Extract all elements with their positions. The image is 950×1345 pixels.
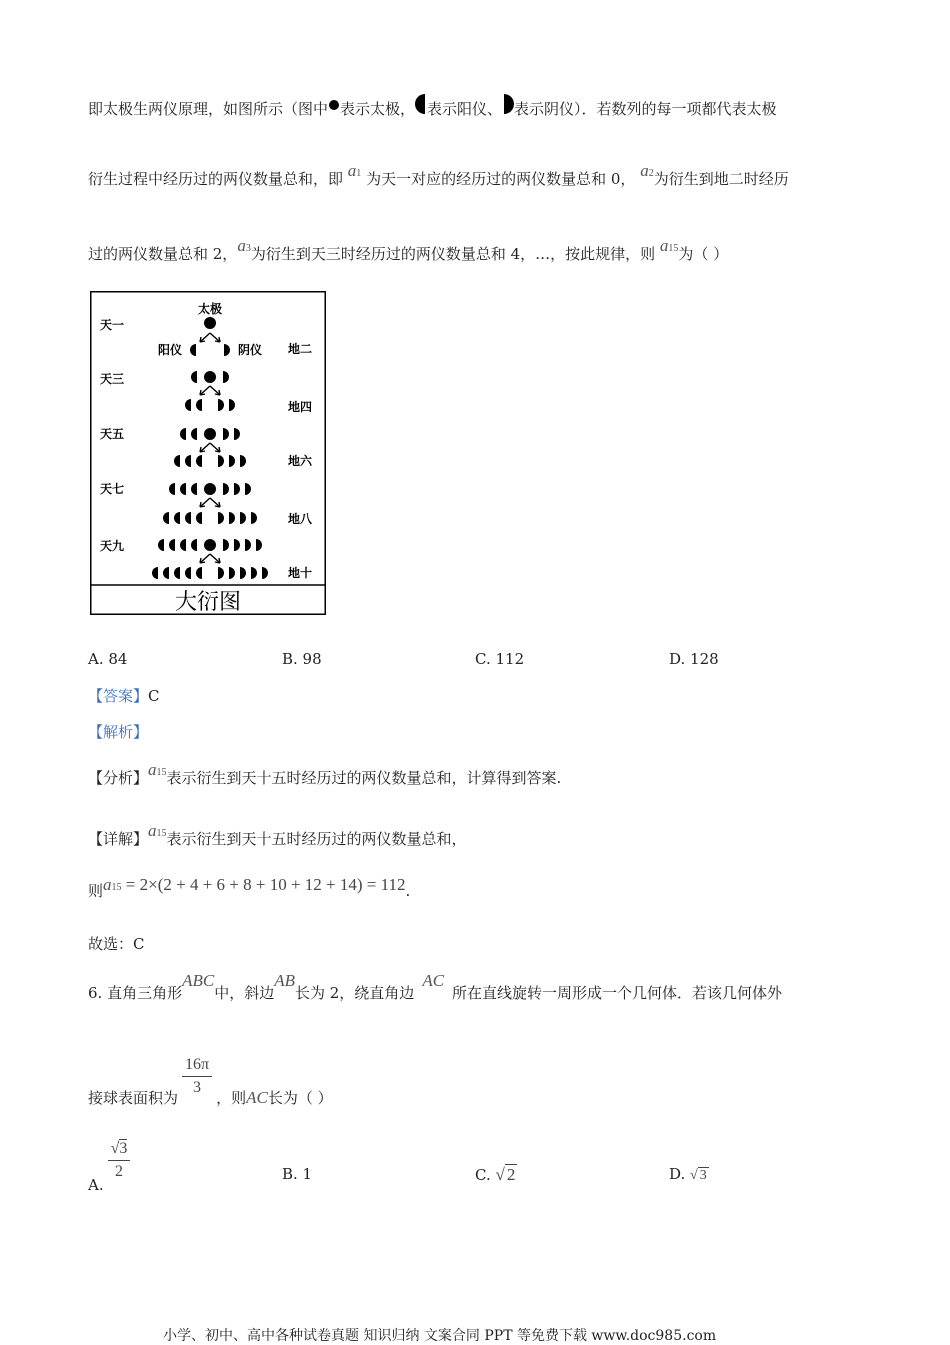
yin-label: 阴仪 [237,343,263,357]
yang-row-8-1 [196,512,202,524]
yin-row-10-3 [240,567,246,579]
left-label-5: 天九 [100,539,125,553]
yin-row-8-4 [251,512,257,524]
yang-row-3-1 [191,371,197,383]
calc-formula: a15 = 2×(2 + 4 + 6 + 8 + 10 + 12 + 14) = 112 [103,875,406,894]
yin-row-9-2 [234,539,240,551]
xiangjie-tag: 【详解】 [88,830,149,848]
calc-prefix: 则 [88,882,104,900]
yin-row-9-3 [245,539,251,551]
arrows-row-9 [200,554,220,563]
taiji-dot-row-5 [204,428,216,440]
a15-symbol: a15 [659,236,679,255]
q6-option-a-frac: $\frac{√3}{2}$ [108,1140,131,1181]
fenxi-symbol: a15 [148,760,167,779]
q5-line2-text: 衍生过程中经历过的两仪数量总和，即 [88,170,344,188]
yang-row-10-2 [185,567,191,579]
left-label-3: 天五 [100,427,125,441]
a3-symbol: a3 [237,236,251,255]
xiangjie-line [88,821,467,849]
right-label-2: 地四 [288,400,313,414]
arrows-row-1 [200,333,220,342]
q6-line1-text-2: 中，斜边 [214,984,275,1002]
q6-line2-text-3: 长为（ ） [267,1088,333,1107]
conclusion: 故选：C [88,935,145,953]
q6-line1-text: 6. 直角三角形 [88,984,183,1002]
arrows-row-5 [200,443,220,452]
yang-row-10-1 [196,567,202,579]
q6-line2-text-2: ，则 [216,1088,247,1107]
q5-line1-text-2: 表示太极， [340,100,416,118]
yang-row-6-1 [196,455,202,467]
q5-line2-text-2: 为天一对应的经历过的两仪数量总和 0， [366,170,636,188]
right-label-4: 地八 [288,512,313,526]
yang-row-7-3 [169,483,175,495]
yang-row-10-5 [152,567,158,579]
taiji-dot-row-7 [204,483,216,495]
yin-row-7-3 [245,483,251,495]
q5-line2-text-3: 为衍生到地二时经历 [653,170,789,188]
q5-line-2 [88,161,789,189]
yin-row-6-2 [229,455,235,467]
q5-option-b: B. 98 [282,650,322,668]
q6-line2-text: 接球表面积为 [88,1088,179,1107]
q5-line3-text-3: 为（ ） [678,245,729,263]
yin-row-2 [224,344,230,356]
taiji-dot-row-3 [204,371,216,383]
dayan-figure [90,291,326,615]
yin-row-3-1 [223,371,229,383]
yin-row-9-4 [256,539,262,551]
yang-row-4-2 [185,399,191,411]
yin-row-9-1 [223,539,229,551]
right-labels [288,341,313,580]
yang-row-9-3 [169,539,175,551]
q5-line1-text-4: 表示阴仪）．若数列的每一项都代表太极 [514,100,777,118]
yang-row-10-3 [174,567,180,579]
yang-row-8-2 [185,512,191,524]
yang-row-5-2 [180,428,186,440]
ac-symbol-2: AC [246,1087,268,1107]
yin-row-10-4 [251,567,257,579]
yin-row-5-1 [223,428,229,440]
q5-line3-text-2: 为衍生到天三时经历过的两仪数量总和 4，…，按此规律，则 [250,245,656,263]
yin-row-10-2 [229,567,235,579]
taiji-label: 太极 [197,302,223,316]
yang-row-2 [190,344,196,356]
yang-row-5-1 [191,428,197,440]
answer-tag: 【答案】 [88,687,149,705]
yin-row-8-1 [218,512,224,524]
taiji-dot-row-1 [204,317,216,329]
q6-option-c: C. √ 2 [475,1165,516,1184]
answer-value: C [148,687,160,705]
q5-option-d: D. 128 [669,650,719,668]
q6-option-a: A. $\frac{√3}{2}$ [88,1140,134,1181]
right-label-5: 地十 [288,566,313,580]
q5-answer [88,685,160,706]
arrows-row-3 [200,386,220,395]
q5-line-3 [88,236,729,264]
yang-row-8-4 [163,512,169,524]
yin-row-5-2 [234,428,240,440]
q6-line1-text-4: 所在直线旋转一周形成一个几何体．若该几何体外 [452,984,783,1002]
yin-row-4-1 [218,399,224,411]
a2-symbol: a2 [640,161,654,180]
q6-option-b: B. 1 [282,1165,313,1183]
yang-label: 阳仪 [157,343,183,357]
q6-fraction: $\frac{16\pi}{3}$ [182,1056,212,1097]
yang-row-4-1 [196,399,202,411]
yang-row-8-3 [174,512,180,524]
q6-line1-text-3: 长为 2，绕直角边 [295,984,415,1002]
yang-row-9-4 [158,539,164,551]
yin-row-7-1 [223,483,229,495]
yin-icon [502,94,514,114]
q5-option-c: C. 112 [475,650,525,668]
yang-row-7-2 [180,483,186,495]
yang-row-9-2 [180,539,186,551]
q5-line1-text-3: 表示阳仪、 [427,100,503,118]
yin-row-10-1 [218,567,224,579]
yang-row-6-2 [185,455,191,467]
yin-row-10-5 [262,567,268,579]
calc-line [88,875,411,901]
arrows-row-7 [200,498,220,507]
yang-row-10-4 [163,567,169,579]
yang-row-7-1 [191,483,197,495]
right-label-1: 地二 [288,342,313,356]
abc-symbol: ABC [182,971,215,990]
fenxi-line [88,760,562,788]
footer: 小学、初中、高中各种试卷真题 知识归纳 文案合同 PPT 等免费下载 www.doc985.com [163,1328,717,1344]
q6-line-2 [88,1056,333,1107]
q6-line-1 [88,971,783,1003]
left-labels [100,317,124,553]
yang-row-9-1 [191,539,197,551]
right-label-3: 地六 [288,454,313,468]
figure-caption: 大衍图 [174,590,242,615]
q5-line3-text: 过的两仪数量总和 2， [88,245,238,263]
taiji-dot-row-9 [204,539,216,551]
ac-symbol: AC [422,971,445,990]
yang-row-6-3 [174,455,180,467]
yin-row-4-2 [229,399,235,411]
q5-line1-text: 即太极生两仪原理，如图所示（图中 [88,100,329,118]
yin-row-7-2 [234,483,240,495]
taiji-icon [328,100,340,114]
yin-row-6-3 [240,455,246,467]
left-label-4: 天七 [100,482,125,496]
q6-option-d: D. √ 3 [669,1165,707,1183]
fenxi-text: 表示衍生到天十五时经历过的两仪数量总和，计算得到答案. [166,769,562,787]
left-label-2: 天三 [100,372,125,386]
yin-row-6-1 [218,455,224,467]
xiangjie-symbol: a15 [148,821,167,840]
yin-row-8-2 [229,512,235,524]
xiangjie-text: 表示衍生到天十五时经历过的两仪数量总和， [166,830,467,848]
analysis-tag: 【解析】 [88,723,149,741]
q5-line-1 [88,94,777,119]
yang-icon [415,94,427,114]
calc-period: . [405,882,411,900]
ab-symbol: AB [274,971,295,990]
yin-row-8-3 [240,512,246,524]
q5-option-a: A. 84 [88,650,128,668]
left-label-1: 天一 [100,318,125,332]
fenxi-tag: 【分析】 [88,769,149,787]
a1-symbol: a1 [347,161,362,180]
